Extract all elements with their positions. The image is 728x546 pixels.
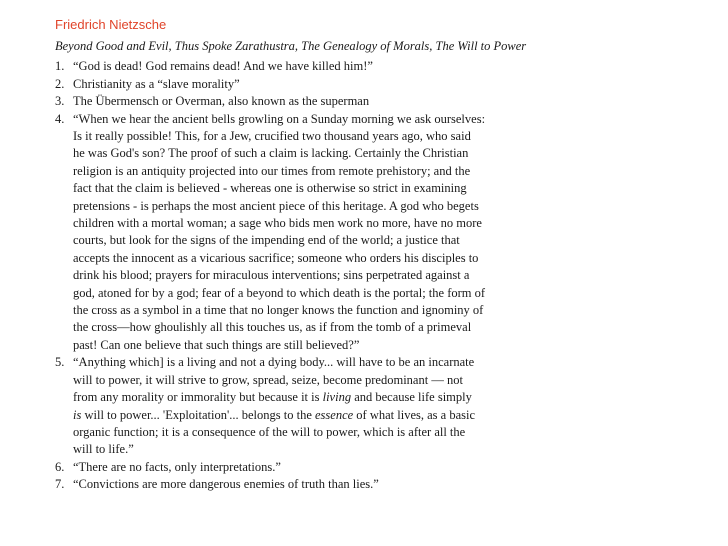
quote-text: “God is dead! God remains dead! And we have killed him!”	[73, 59, 373, 73]
quote-number: 4.	[55, 111, 65, 126]
quote-item	[55, 76, 515, 94]
quote-line	[73, 389, 515, 406]
quote-text: religion is an antiquity projected into our times from remote prehistory; and the	[73, 163, 471, 178]
quote-line	[73, 58, 515, 76]
quote-text: organic function; it is a consequence of the will to power, which is after all the	[73, 425, 466, 439]
quote-number: 3.	[55, 94, 65, 108]
quote-line	[73, 354, 515, 372]
quote-line	[73, 145, 515, 162]
quote-item	[55, 93, 515, 111]
quote-line	[73, 319, 515, 336]
quote-line	[73, 163, 515, 180]
quote-item	[55, 476, 515, 494]
quote-text: from any morality or immorality but because it is	[73, 390, 323, 405]
quote-text: will to power, it will strive to grow, spread, seize, become predominant — not	[73, 372, 463, 387]
quote-line	[73, 250, 515, 267]
quote-text: will to life.”	[73, 442, 134, 457]
quote-text: the cross as a symbol in a time that no longer knows the function and ignominy of	[73, 303, 484, 318]
quote-item	[55, 459, 515, 477]
quote-item	[55, 354, 515, 459]
quote-line	[73, 93, 515, 111]
quote-text: “Convictions are more dangerous enemies of truth than lies.”	[73, 477, 379, 492]
quote-text: will to power... 'Exploitation'... belongs to the	[81, 407, 315, 422]
quote-text: fact that the claim is believed - whereas one is otherwise so strict in examining	[73, 181, 467, 196]
quote-line	[73, 407, 515, 424]
quote-line	[73, 441, 515, 458]
quote-number: 6.	[55, 459, 65, 474]
quote-text: “When we hear the ancient bells growling on a Sunday morning we ask ourselves:	[73, 111, 486, 126]
quote-line	[73, 198, 515, 215]
quote-item	[55, 111, 515, 355]
quote-line	[73, 215, 515, 232]
quote-line	[73, 337, 515, 354]
quote-text: children with a mortal woman; a sage who bids men work no more, have no more	[73, 216, 482, 231]
works-subtitle: Beyond Good and Evil, Thus Spoke Zarathustra, The Genealogy of Morals, The Will to Power	[55, 39, 527, 53]
quote-line	[73, 232, 515, 249]
slide-title: Friedrich Nietzsche	[55, 17, 167, 32]
quote-line	[73, 302, 515, 319]
quote-text: accepts the innocent as a vicarious sacrifice; someone who orders his disciples to	[73, 250, 479, 265]
emphasis-text: is	[73, 407, 82, 422]
quote-text: past! Can one believe that such things are still believed?”	[73, 337, 360, 352]
quote-number: 1.	[55, 59, 65, 73]
quote-number: 2.	[55, 76, 65, 91]
quote-text: courts, but look for the signs of the impending end of the world; a justice that	[73, 233, 460, 248]
quote-line	[73, 128, 515, 145]
quote-number: 7.	[55, 477, 65, 492]
quote-text: Christianity as a “slave morality”	[73, 76, 240, 91]
quote-line	[73, 180, 515, 197]
quote-text: “There are no facts, only interpretations.”	[73, 459, 281, 474]
quote-text: of what lives, as a basic	[353, 407, 476, 422]
quote-line	[73, 424, 515, 441]
quote-line	[73, 476, 515, 494]
quote-line	[73, 76, 515, 94]
quote-line	[73, 372, 515, 389]
quote-text: “Anything which] is a living and not a dying body... will have to be an incarnate	[73, 355, 475, 370]
quote-line	[73, 285, 515, 302]
quote-text: he was God's son? The proof of such a claim is lacking. Certainly the Christian	[73, 146, 469, 161]
quote-text: god, atoned for by a god; fear of a beyond to which death is the portal; the form of	[73, 285, 486, 300]
quote-text: and because life simply	[351, 390, 472, 405]
quote-text: Is it really possible! This, for a Jew, crucified two thousand years ago, who said	[73, 129, 471, 143]
quote-item	[55, 58, 515, 76]
quote-text: the cross—how ghoulishly all this touches us, as if from the tomb of a primeval	[73, 320, 472, 335]
quote-text: The Übermensch or Overman, also known as the superman	[73, 94, 370, 108]
quote-text: pretensions - is perhaps the most ancient piece of this heritage. A god who begets	[73, 198, 479, 213]
quote-number: 5.	[55, 355, 65, 370]
quote-line	[73, 267, 515, 284]
quote-line	[73, 111, 515, 129]
emphasis-text: essence	[315, 407, 354, 422]
quote-line	[73, 459, 515, 477]
emphasis-text: living	[322, 390, 352, 405]
quote-list	[55, 58, 515, 494]
quote-text: drink his blood; prayers for miraculous interventions; sins perpetrated against a	[73, 268, 470, 283]
